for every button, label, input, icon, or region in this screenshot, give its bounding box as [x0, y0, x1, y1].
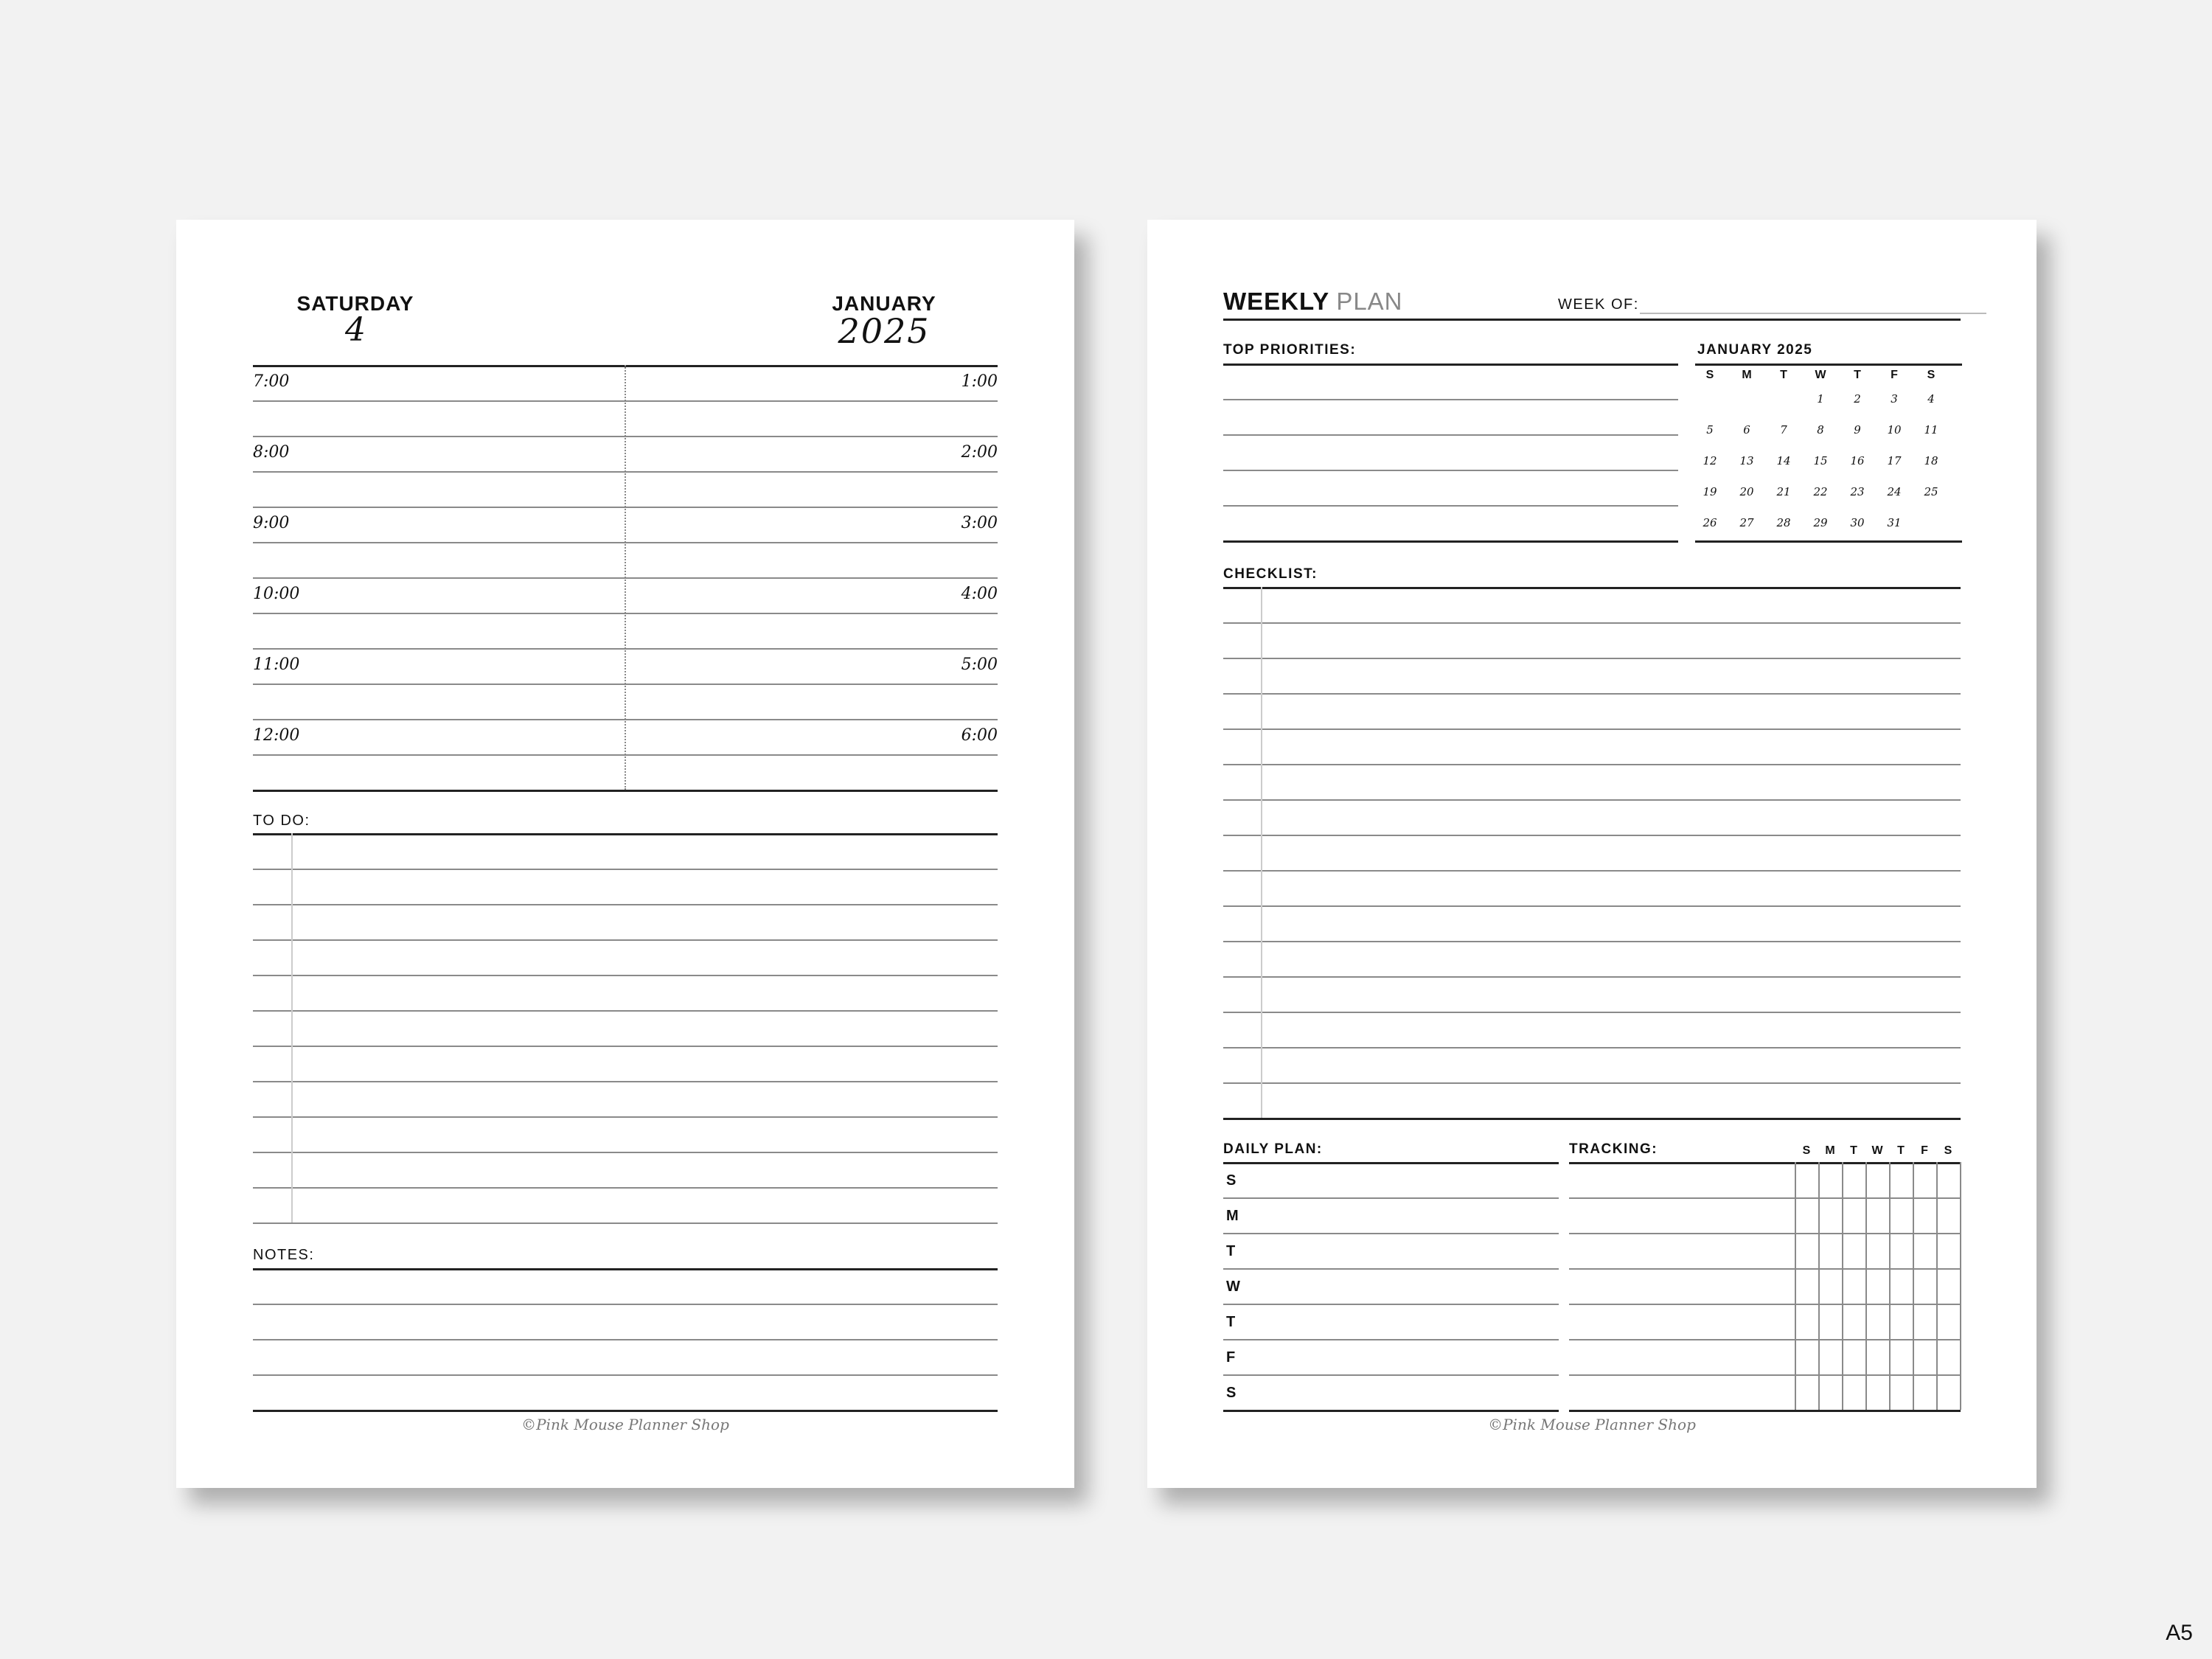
week-of-label: WEEK OF:: [1558, 296, 1639, 313]
calendar-day[interactable]: 21: [1776, 485, 1791, 498]
calendar-bottom-line: [1695, 540, 1962, 543]
tracking-grid-column: [1865, 1162, 1867, 1410]
checklist-line[interactable]: [1223, 941, 1961, 942]
todo-line[interactable]: [253, 939, 998, 941]
notes-top-line: [253, 1268, 998, 1270]
daily-plan-day: S: [1226, 1172, 1237, 1189]
hour-label: 4:00: [961, 585, 998, 603]
calendar-day[interactable]: 23: [1850, 485, 1865, 498]
calendar-day[interactable]: 17: [1887, 454, 1902, 467]
daily-plan-line[interactable]: [1223, 1374, 1559, 1376]
todo-line[interactable]: [253, 1081, 998, 1082]
schedule-divider: [625, 365, 626, 790]
calendar-day[interactable]: 12: [1703, 454, 1717, 467]
tracking-label: TRACKING:: [1569, 1141, 1658, 1157]
calendar-day[interactable]: 19: [1703, 485, 1717, 498]
tracking-grid-column: [1842, 1162, 1843, 1410]
todo-line[interactable]: [253, 1152, 998, 1153]
tracking-grid-column: [1960, 1162, 1961, 1410]
hour-label: 8:00: [253, 443, 290, 462]
checklist-line[interactable]: [1223, 622, 1961, 624]
daily-plan-day: T: [1226, 1314, 1236, 1330]
tracking-day-header: T: [1850, 1144, 1857, 1157]
calendar-day[interactable]: 4: [1927, 392, 1935, 406]
notes-label: NOTES:: [253, 1247, 315, 1263]
todo-line[interactable]: [253, 1116, 998, 1118]
tracking-grid-column: [1936, 1162, 1938, 1410]
priority-line[interactable]: [1223, 540, 1678, 543]
daily-plan-day: T: [1226, 1243, 1236, 1259]
checklist-line[interactable]: [1223, 1012, 1961, 1013]
calendar-day[interactable]: 16: [1850, 454, 1865, 467]
calendar-day[interactable]: 29: [1813, 516, 1828, 529]
tracking-day-header: W: [1871, 1144, 1883, 1157]
todo-top-line: [253, 833, 998, 835]
todo-line[interactable]: [253, 1046, 998, 1047]
checklist-line[interactable]: [1223, 728, 1961, 730]
hour-label: 11:00: [253, 655, 300, 674]
calendar-day[interactable]: 11: [1924, 423, 1938, 437]
calendar-day[interactable]: 26: [1703, 516, 1717, 529]
calendar-day[interactable]: 6: [1743, 423, 1750, 437]
calendar-day[interactable]: 28: [1776, 516, 1791, 529]
daily-plan-line[interactable]: [1223, 1233, 1559, 1234]
top-priorities-label: TOP PRIORITIES:: [1223, 342, 1357, 358]
hour-label: 10:00: [253, 585, 300, 603]
daily-plan-line[interactable]: [1223, 1197, 1559, 1199]
priority-line[interactable]: [1223, 470, 1678, 471]
day-name: SATURDAY: [296, 292, 414, 315]
calendar-day[interactable]: 31: [1887, 516, 1902, 529]
hour-label: 5:00: [961, 655, 998, 674]
paper-size-label: A5: [2166, 1621, 2193, 1645]
calendar-weekday: T: [1854, 369, 1861, 381]
hour-label: 3:00: [961, 514, 998, 532]
priority-line[interactable]: [1223, 399, 1678, 400]
daily-plan-day: W: [1226, 1279, 1240, 1295]
checklist-line[interactable]: [1223, 693, 1961, 695]
checklist-line[interactable]: [1223, 1082, 1961, 1084]
priority-line[interactable]: [1223, 434, 1678, 436]
title-light: PLAN: [1336, 288, 1403, 315]
calendar-day[interactable]: 15: [1813, 454, 1828, 467]
hour-label: 2:00: [961, 443, 998, 462]
checklist-line[interactable]: [1223, 835, 1961, 836]
daily-plan-line[interactable]: [1223, 1339, 1559, 1340]
shop-signature: ©Pink Mouse Planner Shop: [521, 1416, 729, 1433]
calendar-day[interactable]: 5: [1706, 423, 1714, 437]
week-of-line[interactable]: [1640, 313, 1986, 314]
tracking-row[interactable]: [1569, 1268, 1961, 1270]
checklist-line[interactable]: [1223, 799, 1961, 801]
calendar-day[interactable]: 3: [1891, 392, 1898, 406]
todo-checkbox-column: [291, 833, 293, 1222]
daily-plan-line[interactable]: [1223, 1304, 1559, 1305]
calendar-day[interactable]: 20: [1739, 485, 1754, 498]
daily-plan-line[interactable]: [1223, 1268, 1559, 1270]
checklist-line[interactable]: [1223, 976, 1961, 978]
month-name: JANUARY: [832, 292, 936, 315]
calendar-day[interactable]: 18: [1924, 454, 1938, 467]
tracking-grid-column: [1889, 1162, 1891, 1410]
title-bold: WEEKLY: [1223, 288, 1330, 315]
calendar-weekday: M: [1742, 369, 1752, 381]
weekly-title: [1223, 288, 1403, 316]
calendar-day[interactable]: 8: [1817, 423, 1824, 437]
calendar-weekday: F: [1891, 369, 1898, 381]
calendar-day[interactable]: 7: [1780, 423, 1787, 437]
hour-label: 6:00: [961, 726, 998, 745]
calendar-day[interactable]: 24: [1887, 485, 1902, 498]
calendar-title: JANUARY 2025: [1697, 342, 1813, 358]
tracking-grid-column: [1818, 1162, 1820, 1410]
daily-plan-line[interactable]: [1223, 1410, 1559, 1412]
calendar-weekday: W: [1815, 369, 1826, 381]
checklist-line[interactable]: [1223, 870, 1961, 872]
checklist-checkbox-column: [1261, 587, 1262, 1118]
checklist-line[interactable]: [1223, 658, 1961, 659]
notes-line[interactable]: [253, 1304, 998, 1305]
calendar-weekday: S: [1705, 369, 1714, 381]
todo-label: TO DO:: [253, 813, 310, 829]
tracking-day-header: T: [1897, 1144, 1905, 1157]
tracking-row[interactable]: [1569, 1374, 1961, 1376]
hour-label: 1:00: [961, 372, 998, 391]
shop-signature: ©Pink Mouse Planner Shop: [1488, 1416, 1696, 1433]
priorities-top-line: [1223, 364, 1678, 366]
notes-line[interactable]: [253, 1339, 998, 1340]
checklist-line[interactable]: [1223, 1047, 1961, 1048]
hour-label: 12:00: [253, 726, 300, 745]
calendar-weekday: T: [1780, 369, 1787, 381]
todo-line[interactable]: [253, 1010, 998, 1012]
day-number: 4: [345, 311, 366, 349]
calendar-weekday: S: [1927, 369, 1935, 381]
calendar-day[interactable]: 1: [1817, 392, 1824, 406]
weekly-page: [1147, 220, 2037, 1488]
checklist-top-line: [1223, 587, 1961, 589]
tracking-day-header: S: [1944, 1144, 1952, 1157]
priority-line[interactable]: [1223, 505, 1678, 507]
todo-line[interactable]: [253, 1187, 998, 1189]
tracking-grid-column: [1795, 1162, 1796, 1410]
tracking-row[interactable]: [1569, 1410, 1961, 1412]
daily-plan-day: F: [1226, 1349, 1236, 1366]
checklist-line[interactable]: [1223, 764, 1961, 765]
calendar-day[interactable]: 14: [1776, 454, 1791, 467]
tracking-top-line: [1569, 1162, 1961, 1164]
tracking-day-header: M: [1825, 1144, 1835, 1157]
tracking-day-header: F: [1921, 1144, 1928, 1157]
tracking-row[interactable]: [1569, 1339, 1961, 1340]
calendar-day[interactable]: 27: [1739, 516, 1754, 529]
todo-line[interactable]: [253, 869, 998, 870]
checklist-label: CHECKLIST:: [1223, 566, 1318, 582]
checklist-line[interactable]: [1223, 905, 1961, 907]
todo-line[interactable]: [253, 975, 998, 976]
calendar-top-line: [1695, 364, 1962, 366]
title-underline: [1223, 319, 1961, 321]
tracking-row[interactable]: [1569, 1304, 1961, 1305]
notes-line[interactable]: [253, 1374, 998, 1376]
hour-label: 7:00: [253, 372, 290, 391]
todo-line[interactable]: [253, 1222, 998, 1224]
tracking-day-header: S: [1802, 1144, 1811, 1157]
daily-page: [176, 220, 1074, 1488]
daily-plan-day: M: [1226, 1208, 1239, 1224]
daily-plan-label: DAILY PLAN:: [1223, 1141, 1323, 1157]
year: 2025: [838, 311, 931, 351]
calendar-day[interactable]: 10: [1887, 423, 1902, 437]
tracking-grid-column: [1913, 1162, 1914, 1410]
schedule-row[interactable]: [253, 790, 998, 792]
daily-plan-day: S: [1226, 1385, 1237, 1401]
calendar-day[interactable]: 2: [1854, 392, 1861, 406]
hour-label: 9:00: [253, 514, 290, 532]
notes-line[interactable]: [253, 1410, 998, 1412]
checklist-line[interactable]: [1223, 1118, 1961, 1120]
calendar-day[interactable]: 13: [1739, 454, 1754, 467]
calendar-day[interactable]: 30: [1850, 516, 1865, 529]
calendar-day[interactable]: 22: [1813, 485, 1828, 498]
calendar-day[interactable]: 25: [1924, 485, 1938, 498]
todo-line[interactable]: [253, 904, 998, 905]
tracking-row[interactable]: [1569, 1233, 1961, 1234]
daily-plan-top-line: [1223, 1162, 1559, 1164]
calendar-day[interactable]: 9: [1854, 423, 1861, 437]
tracking-row[interactable]: [1569, 1197, 1961, 1199]
